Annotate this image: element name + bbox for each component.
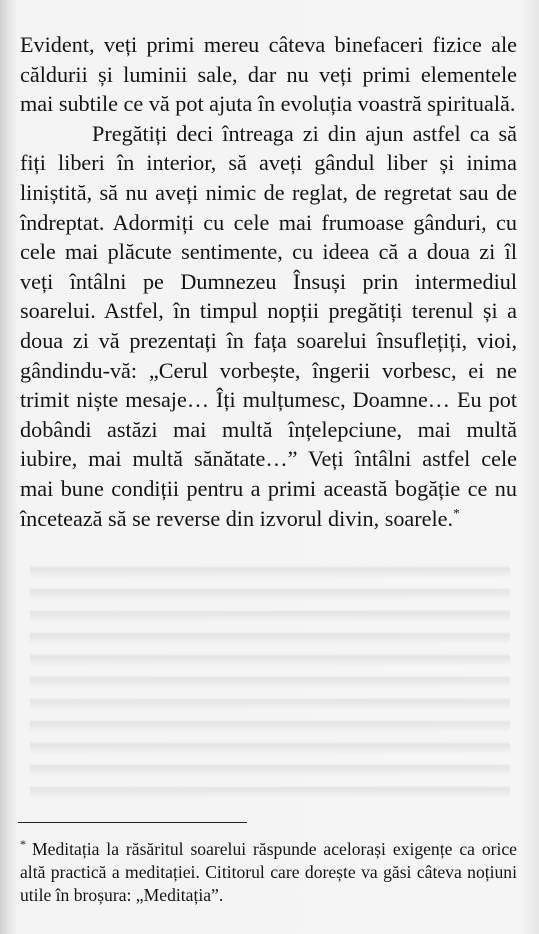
footnote-marker: * bbox=[20, 837, 26, 852]
footnote-separator bbox=[18, 822, 247, 823]
paragraph-1: Evident, veți primi mereu câteva binefaceri fizice ale căldurii și luminii sale, dar nu veți primi elementele mai subtile ce vă pot ajuta în evoluția voastră spirituală. bbox=[20, 32, 517, 117]
footnote-reference: * bbox=[453, 505, 460, 521]
paragraph-2-text: Pregătiți deci întreaga zi din ajun astfel ca să fiți liberi în interior, să aveți gândul liber și inima liniștită, să nu aveți nimic de reglat, de regretat sau de îndreptat. Adormiți cu cele mai frumoase gânduri, cu cele mai plăcute sentimente, cu ideea că a doua zi îl veți întâlni pe Dumnezeu Însuși prin intermediul soarelui. Astfel, în timpul nopții pregătiți terenul și a doua zi vă prezentați în fața soarelui însuflețiți, vioi, gândindu-vă: „Cerul vorbește, îngerii vorbesc, ei ne trimit niște mesaje… Îți mulțumesc, Doamne… Eu pot dobândi astăzi mai multă înțelepciune, mai multă iubire, mai multă sănătate…” Veți întâlni astfel cele mai bune condiții pentru a primi această bogăție ce nu încetează să se reverse din izvorul divin, soarele. bbox=[20, 120, 517, 531]
bleed-through-text bbox=[30, 556, 510, 801]
footnote-text: Meditația la răsăritul soarelui răspunde acelorași exigențe ca orice altă practică a meditației. Cititorul care dorește va găsi câteva noțiuni utile în broșura: „Meditația”. bbox=[20, 839, 517, 905]
paragraph-2 bbox=[20, 119, 517, 533]
body-text bbox=[20, 30, 517, 533]
footnote bbox=[20, 838, 517, 906]
